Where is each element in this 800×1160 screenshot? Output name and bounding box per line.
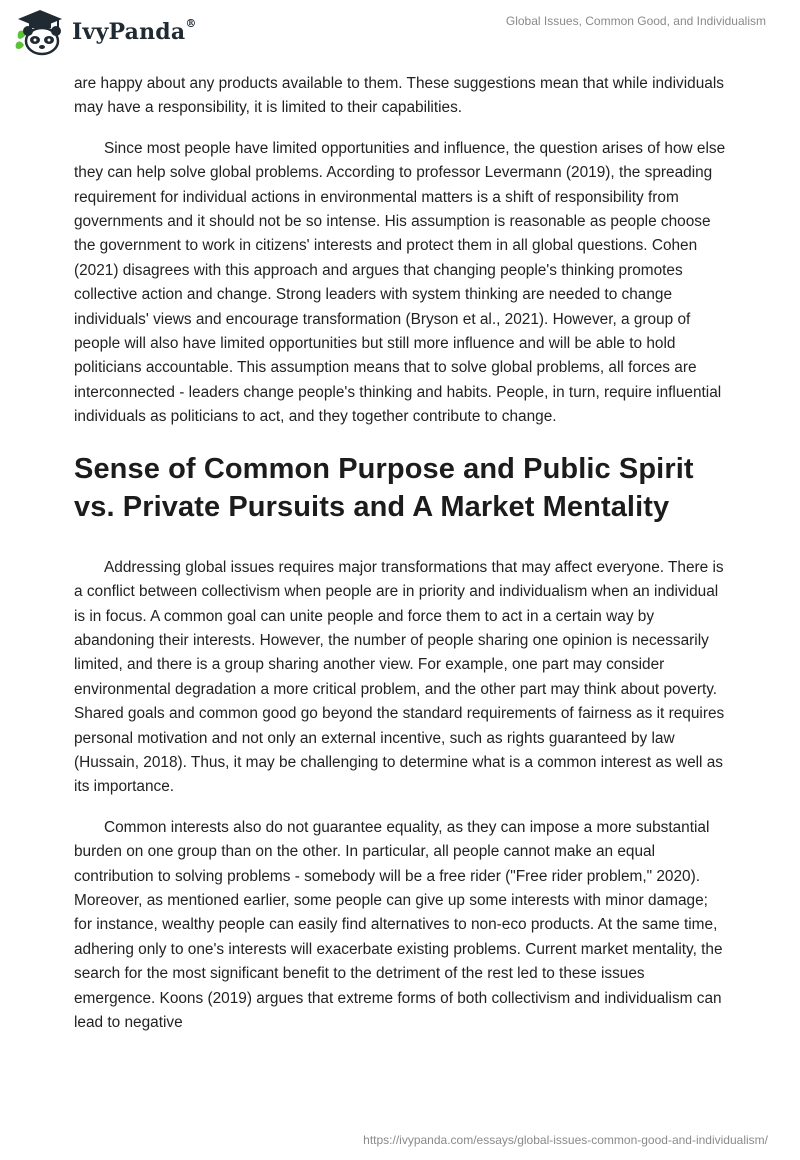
- footer-url[interactable]: https://ivypanda.com/essays/global-issues-common-good-and-individualism/: [363, 1133, 768, 1147]
- logo[interactable]: [14, 8, 197, 56]
- essay-body: [74, 72, 726, 1051]
- page-header: [0, 0, 800, 68]
- section-heading: Sense of Common Purpose and Public Spirit vs. Private Pursuits and A Market Mentality: [74, 452, 694, 523]
- panda-graduate-icon: [14, 8, 66, 56]
- paragraph: Addressing global issues requires major transformations that may affect everyone. There is a conflict between collectivism when people are in priority and individualism when an individual is in focus. A common goal can unite people and force them to act in a certain way by abandoning their interests. However, the number of people sharing one opinion is necessarily limited, and there is a group sharing another view. For example, one part may consider environmental degradation a more critical problem, and the other part may think about poverty. Shared goals and common good go beyond the standard requirements of fairness as it requires personal motivation and not only an external incentive, such as rights guaranteed by law (Hussain, 2018). Thus, it may be challenging to determine what is a common interest as well as its importance.: [74, 558, 725, 796]
- paragraph: are happy about any products available to them. These suggestions mean that while individuals may have a responsibility, it is limited to their capabilities.: [74, 75, 724, 117]
- paragraph: Common interests also do not guarantee equality, as they can impose a more substantial burden on one group than on the other. In particular, all people cannot make an equal contribution to solving problems - somebody will be a free rider ("Free rider problem," 2020). Moreover, as mentioned earlier, some people can give up some interests with minor damage; for instance, wealthy people can easily find alternatives to non-eco products. At the same time, adhering only to one's interests will exacerbate existing problems. Current market mentality, the search for the most significant benefit to the detriment of the rest led to these issues emergence. Koons (2019) argues that extreme forms of both collectivism and individualism can lead to negative: [74, 818, 723, 1031]
- paragraph: Since most people have limited opportunities and influence, the question arises of how else they can help solve global problems. According to professor Levermann (2019), the spreading requirement for individual actions in environmental matters is a shift of responsibility from governments and it should not be so intense. His assumption is reasonable as people choose the government to work in citizens' interests and protect them in all global questions. Cohen (2021) disagrees with this approach and argues that changing people's thinking promotes collective action and change. Strong leaders with system thinking are needed to change individuals' views and encourage transformation (Bryson et al., 2021). However, a group of people will also have limited opportunities but still more influence and will be able to hold politicians accountable. This assumption means that to solve global problems, all forces are interconnected - leaders change people's thinking and habits. People, in turn, require influential individuals as politicians to act, and they together contribute to change.: [74, 139, 726, 426]
- logo-text: IvyPanda®: [72, 17, 197, 45]
- document-title: Global Issues, Common Good, and Individualism: [505, 14, 766, 28]
